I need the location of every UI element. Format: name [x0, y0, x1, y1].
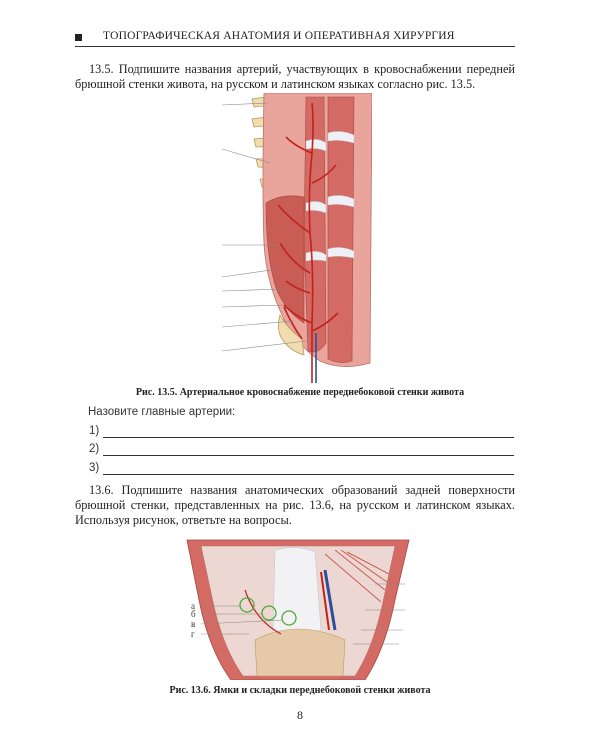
- label-b: б: [191, 609, 196, 619]
- answer-rule: [103, 474, 514, 475]
- header-square-bullet: [75, 34, 82, 41]
- oblique-muscle: [266, 196, 304, 323]
- header-title: ТОПОГРАФИЧЕСКАЯ АНАТОМИЯ И ОПЕРАТИВНАЯ ХИРУРГИЯ: [103, 30, 455, 42]
- pubic-region: [255, 629, 345, 676]
- label-v: в: [191, 619, 196, 629]
- figure-13-5-caption: Рис. 13.5. Артериальное кровоснабжение переднебоковой стенки живота: [135, 387, 465, 398]
- rectus-muscle: [304, 97, 326, 352]
- task-13-5-text: 13.5. Подпишите названия артерий, участвующих в кровоснабжении передней брюшной стенки живота, на русском и латинском языках согласно рис. 13.5.: [75, 62, 515, 91]
- central-fold: [273, 547, 321, 635]
- figure-13-6-caption: Рис. 13.6. Ямки и складки переднебоковой стенки живота: [169, 685, 431, 696]
- answer-number-3: 3): [89, 462, 100, 474]
- answer-line-2[interactable]: [89, 443, 514, 457]
- answer-rule: [103, 455, 514, 456]
- label-a: а: [191, 601, 195, 611]
- running-header: [75, 30, 515, 47]
- answer-number-1: 1): [89, 425, 100, 437]
- task-13-6-text: 13.6. Подпишите названия анатомических образований задней поверхности брюшной стенки, представленных на рис. 13.6, на русском и латинском языках. Используя рисунок, ответьте на вопросы.: [75, 483, 515, 527]
- question-prompt: Назовите главные артерии:: [88, 406, 236, 418]
- figure-13-5-illustration: [222, 93, 372, 383]
- page-number: 8: [297, 708, 303, 722]
- answer-rule: [103, 437, 514, 438]
- figure-13-6-illustration: [185, 530, 411, 680]
- label-g: г: [191, 629, 195, 639]
- answer-number-2: 2): [89, 443, 100, 455]
- answer-line-1[interactable]: [89, 425, 514, 439]
- answer-line-3[interactable]: [89, 462, 514, 476]
